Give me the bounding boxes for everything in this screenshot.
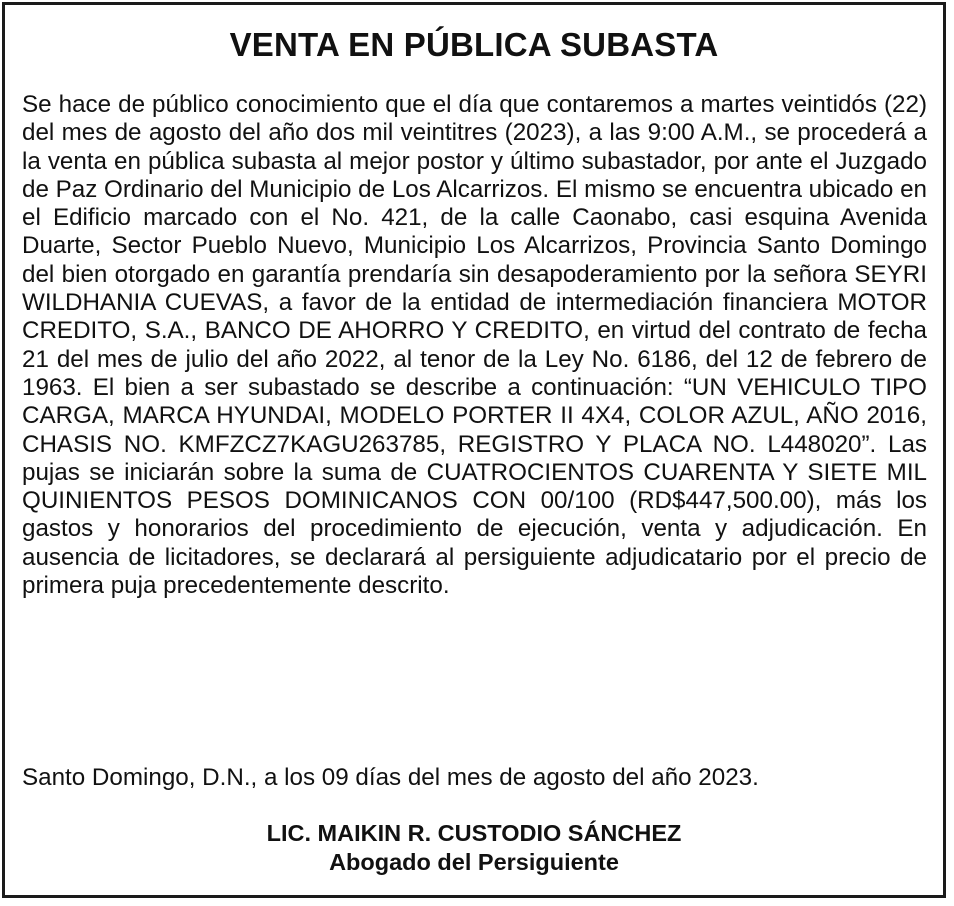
signer-name: LIC. MAIKIN R. CUSTODIO SÁNCHEZ bbox=[266, 820, 682, 846]
legal-notice bbox=[2, 2, 946, 898]
notice-date-line: Santo Domingo, D.N., a los 09 días del mes de agosto del año 2023. bbox=[22, 764, 759, 791]
signature-block bbox=[5, 819, 943, 877]
notice-body: Se hace de público conocimiento que el día que contaremos a martes veintidós (22) del mes de agosto del año dos mil veintitres (2023), a las 9:00 A.M., se procederá a la venta en pública subasta al mejor postor y último subastador, por ante el Juzgado de Paz Ordinario del Municipio de Los Alcarrizos. El mismo se encuentra ubicado en el Edificio marcado con el No. 421, de la calle Caonabo, casi esquina Avenida Duarte, Sector Pueblo Nuevo, Municipio Los Alcarrizos, Provincia Santo Domingo del bien otorgado en garantía prendaría sin desapoderamiento por la señora SEYRI WILDHANIA CUEVAS, a favor de la entidad de intermediación financiera MOTOR CREDITO, S.A., BANCO DE AHORRO Y CREDITO, en virtud del contrato de fecha 21 del mes de julio del año 2022, al tenor de la Ley No. 6186, del 12 de febrero de 1963. El bien a ser subastado se describe a continuación: “UN VEHICULO TIPO CARGA, MARCA HYUNDAI, MODELO PORTER II 4X4, COLOR AZUL, AÑO 2016, CHASIS NO. KMFZCZ7KAGU263785, REGISTRO Y PLACA NO. L448020”. Las pujas se iniciarán sobre la suma de CUATROCIENTOS CUARENTA Y SIETE MIL QUINIENTOS PESOS DOMINICANOS CON 00/100 (RD$447,500.00), más los gastos y honorarios del procedimiento de ejecución, venta y adjudicación. En ausencia de licitadores, se declarará al persiguiente adjudicatario por el precio de primera puja precedentemente descrito. bbox=[22, 91, 927, 600]
signer-role: Abogado del Persiguiente bbox=[329, 849, 619, 875]
notice-title: VENTA EN PÚBLICA SUBASTA bbox=[229, 26, 719, 63]
